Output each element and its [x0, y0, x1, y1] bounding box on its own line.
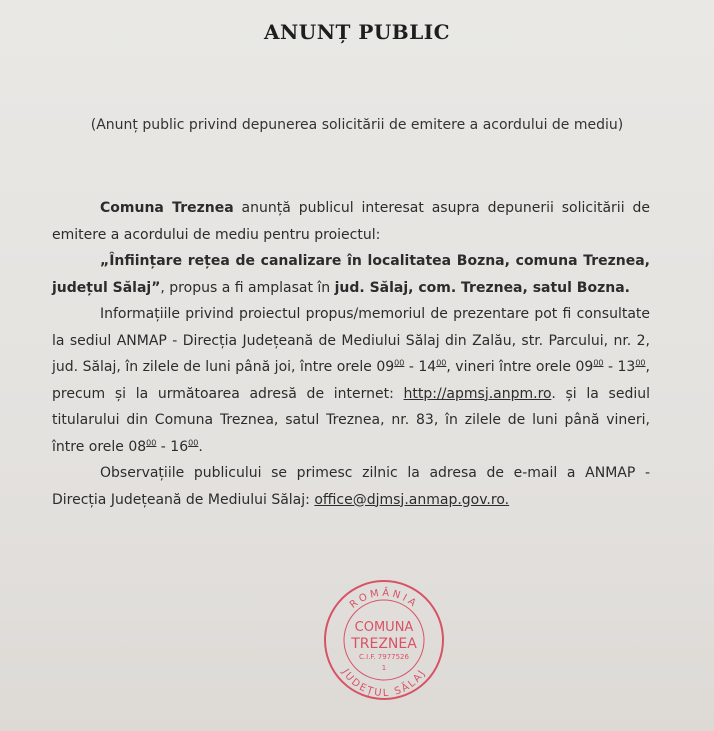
info-text-8: . [198, 438, 203, 455]
info-text-7: - 16 [156, 438, 189, 455]
stamp-line2: TREZNEA [351, 636, 417, 652]
document-body [52, 195, 650, 513]
stamp-top-text: ROMÂNIA [347, 587, 421, 611]
stamp-number: 1 [381, 664, 387, 672]
paragraph-observations [52, 460, 650, 513]
info-text-2: - 14 [404, 359, 437, 375]
project-name: „Înființare rețea de canalizare în localitatea Bozna, comuna Treznea, județul Sălaj” [52, 253, 650, 296]
info-text-1: Informațiile privind proiectul propus/memoriul de prezentare pot fi consultate la sediul ANMAP - Direcția Județeană de Mediului Sălaj din Zalău, str. Parcului, nr. 2, jud. Sălaj, în zilele de luni până joi, între orele 09 [52, 306, 650, 375]
info-text-5: , precum și la următoarea adresă de internet: [52, 359, 650, 402]
paragraph-intro [52, 195, 650, 248]
email-link[interactable]: office@djmsj.anmap.gov.ro. [314, 491, 510, 508]
applicant-name: Comuna Treznea [100, 200, 234, 216]
stamp-bottom-text: JUDEȚUL SĂLAJ [339, 667, 429, 700]
official-stamp [322, 578, 446, 702]
time-sup: 00 [436, 358, 447, 368]
time-sup: 00 [635, 358, 646, 368]
document-title: ANUNȚ PUBLIC [263, 20, 451, 44]
info-text-6: . și la sediul titularului din Comuna Treznea, satul Treznea, nr. 83, în zilele de luni până vineri, între orele 08 [52, 385, 650, 455]
stamp-cif: C.I.F. 7977526 [359, 653, 409, 661]
time-sup: 00 [146, 437, 157, 447]
website-link[interactable]: http://apmsj.anpm.ro [403, 385, 552, 402]
paragraph-info [52, 301, 650, 460]
observations-text: Observațiile publicului se primesc zilnic la adresa de e-mail a ANMAP - Direcția Județeană de Mediului Sălaj: [52, 465, 650, 508]
stamp-line1: COMUNA [354, 620, 414, 635]
document-subtitle: (Anunț public privind depunerea solicitării de emitere a acordului de mediu) [90, 117, 624, 133]
paragraph-project [52, 248, 650, 301]
intro-text: anunță publicul interesat asupra depunerii solicitării de emitere a acordului de mediu pentru proiectul: [52, 200, 650, 243]
project-mid-text: , propus a fi amplasat în [160, 279, 335, 296]
time-sup: 00 [593, 358, 604, 368]
time-sup: 00 [188, 437, 199, 447]
info-text-3: , vineri între orele 09 [446, 359, 594, 375]
time-sup: 00 [394, 358, 405, 368]
info-text-4: - 13 [603, 359, 636, 375]
project-location: jud. Sălaj, com. Treznea, satul Bozna. [334, 279, 630, 296]
